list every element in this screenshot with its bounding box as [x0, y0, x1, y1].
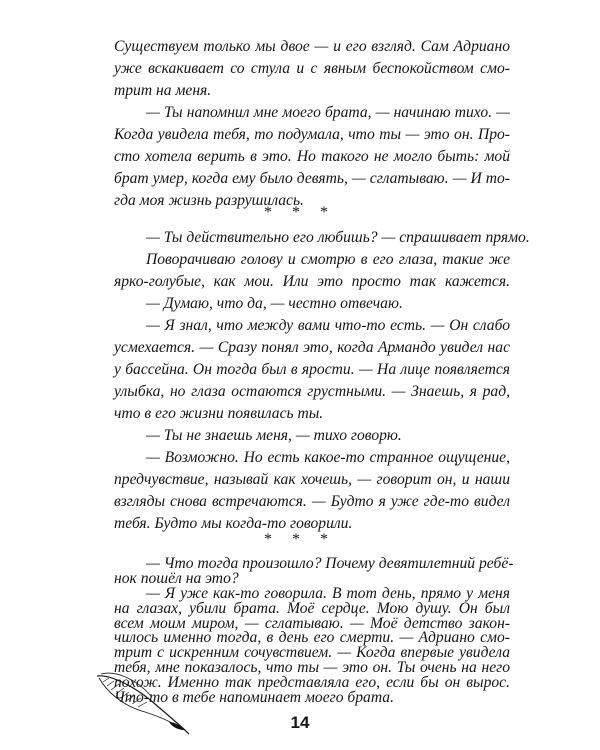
- text-line: нок пошёл на это?: [114, 569, 239, 587]
- text-line: Что-то в тебе напоминает моего брата.: [114, 689, 394, 706]
- text-line: всем моим миром, — сглатываю. — Моё детство закон-: [114, 614, 510, 632]
- text-line: Существуем только мы двое — и его взгляд. Сам Адриано: [114, 38, 510, 55]
- text-line: ярко-голубые, как мои. Или это просто так кажется.: [114, 273, 510, 290]
- text-line: гда моя жизнь разрушилась.: [114, 192, 304, 209]
- page-number: 14: [290, 713, 310, 732]
- section-separator: * * *: [264, 204, 336, 221]
- text-line: трит с искренним сочувствием. — Когда впервые увидела: [114, 644, 510, 662]
- text-line: усмехается. — Сразу понял это, когда Армандо увидел нас: [114, 339, 510, 356]
- text-line: — Я знал, что между вами что-то есть. — Он слабо: [146, 317, 510, 334]
- text-line: трит на меня.: [114, 82, 212, 99]
- text-line: — Что тогда произошло? Почему девятилетний ребё-: [146, 555, 514, 572]
- text-line: — Думаю, что да, — честно отвечаю.: [146, 295, 403, 312]
- text-line: что в его жизни появилась ты.: [114, 405, 324, 422]
- text-line: — Ты действительно его любишь? — спрашивает прямо.: [146, 229, 530, 246]
- text-line: взгляды снова встречаются. — Будто я уже где-то видел: [114, 493, 510, 510]
- text-line: тебя. Будто мы когда-то говорили.: [114, 515, 353, 532]
- text-line: похож. Именно так представляла его, если бы он вырос.: [114, 674, 510, 692]
- text-line: — Ты не знаешь меня, — тихо говорю.: [146, 427, 402, 444]
- text-line: уже вскакивает со стула и с явным беспокойством смо-: [114, 60, 510, 77]
- text-line: сто хотела верить в это. Но такого не могло быть: мой: [114, 148, 510, 165]
- text-line: Когда увидела тебя, то подумала, что ты — это он. Про-: [114, 126, 510, 143]
- text-line: — Я уже как-то говорила. В тот день, прямо у меня: [146, 584, 510, 602]
- text-line: на глазах, убили брата. Моё сердце. Мою душу. Он был: [114, 599, 510, 617]
- text-line: — Ты напомнил мне моего брата, — начинаю тихо. —: [146, 104, 510, 121]
- text-line: у бассейна. Он тогда был в ярости. — На лице появляется: [114, 361, 510, 378]
- section-separator: * * *: [264, 531, 336, 548]
- text-line: брат умер, когда ему было девять, — сглатываю. — И то-: [114, 170, 510, 187]
- text-line: улыбка, но глаза остаются грустными. — Знаешь, я рад,: [114, 383, 510, 400]
- text-line: тебя, мне показалось, что ты — это он. Ты очень на него: [114, 659, 510, 677]
- text-line: чилось именно тогда, в день его смерти. — Адриано смо-: [114, 629, 510, 647]
- text-line: Поворачиваю голову и смотрю в его глаза, такие же: [146, 251, 510, 268]
- text-line: предчувствие, называй как хочешь, — говорит он, и наши: [114, 471, 510, 488]
- text-line: — Возможно. Но есть какое-то странное ощущение,: [146, 449, 510, 466]
